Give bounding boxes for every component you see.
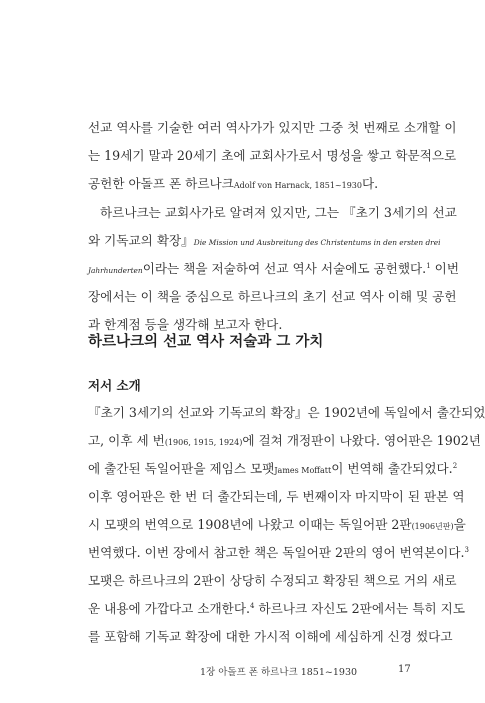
body-line-9: 를 포함해 기독교 확장에 대한 가시적 이해에 세심하게 신경 썼다고: [88, 629, 453, 644]
translator-name: James Moffatt: [274, 466, 332, 475]
intro-line-2: 는 19세기 말과 20세기 초에 교회사가로서 명성을 쌓고 학문적으로: [88, 148, 457, 163]
footnote-ref-2: 2: [452, 462, 458, 470]
body-text-end: 에 걸쳐 개정판이 나왔다. 영어판은 1902년: [242, 433, 481, 448]
para2-text-end: 이번: [430, 261, 459, 276]
footnote-ref-1: 1: [426, 262, 431, 270]
para2-text: 이라는 책을 저술하여 선교 역사 서술에도 공헌했다.: [142, 261, 427, 276]
para2-line-1: 하르나크는 교회사가로 알려져 있지만, 그는 『초기 3세기의 선교: [100, 205, 457, 220]
body-text: 에 출간된 독일어판을 제임스 모팻: [88, 461, 275, 476]
para2-line-4: 장에서는 이 책을 중심으로 하르나크의 초기 선교 역사 이해 및 공헌: [88, 289, 457, 304]
intro-text-end: 다.: [361, 176, 379, 191]
running-footer: 1장 아돌프 폰 하르나크 1851~1930: [200, 667, 358, 678]
book-title-german-end: Jahrhunderten: [88, 266, 143, 275]
body-text: 시 모팻의 번역으로 1908년에 나왔고 이때는 독일어판 2판: [88, 517, 412, 532]
para2-line-2: [88, 233, 441, 251]
body-line-3: [88, 461, 458, 479]
body-line-5: [88, 517, 466, 535]
body-line-4: 이후 영어판은 한 번 더 출간되는데, 두 번째이자 마지막이 된 판본 역: [88, 489, 465, 504]
para2-line-3: [88, 261, 459, 279]
body-text-end: 하르나크 자신도 2판에서는 특히 지도: [254, 601, 465, 616]
para2-line-5: 과 한계점 등을 생각해 보고자 한다.: [88, 317, 283, 332]
intro-line-1: 선교 역사를 기술한 여러 역사가가 있지만 그중 첫 번째로 소개할 이: [88, 120, 457, 135]
body-text: 번역했다. 이번 장에서 참고한 책은 독일어판 2판의 영어 번역본이다.: [88, 545, 465, 560]
edition-year: (1906년판): [411, 522, 454, 531]
latin-name: Adolf von Harnack, 1851~1930: [233, 181, 362, 190]
page-number: 17: [398, 664, 411, 675]
body-line-2: [88, 433, 481, 451]
book-title-german: Die Mission und Ausbreitung des Christentums in den ersten drei: [193, 238, 441, 247]
revision-years: (1906, 1915, 1924): [164, 438, 243, 447]
intro-line-3: [88, 176, 410, 194]
body-line-6: [88, 545, 469, 561]
body-text-end: 이 번역해 출간되었다.: [331, 461, 453, 476]
body-text: 고, 이후 세 번: [88, 433, 165, 448]
body-text: 운 내용에 가깝다고 소개한다.: [88, 601, 250, 616]
subsection-title: 저서 소개: [88, 378, 141, 393]
book-title-korean: 와 기독교의 확장』: [88, 233, 194, 248]
body-line-1: 『초기 3세기의 선교와 기독교의 확장』은 1902년에 독일에서 출간되었: [88, 405, 485, 420]
footnote-ref-3: 3: [464, 546, 469, 554]
body-line-7: 모팻은 하르나크의 2판이 상당히 수정되고 확장된 책으로 거의 새로: [88, 573, 457, 588]
footnote-ref-4: 4: [250, 602, 255, 610]
section-title: 하르나크의 선교 역사 저술과 그 가치: [88, 334, 324, 350]
body-text-end: 을: [453, 517, 466, 532]
body-line-8: [88, 601, 465, 617]
intro-text: 공헌한 아돌프 폰 하르나크: [88, 176, 234, 191]
